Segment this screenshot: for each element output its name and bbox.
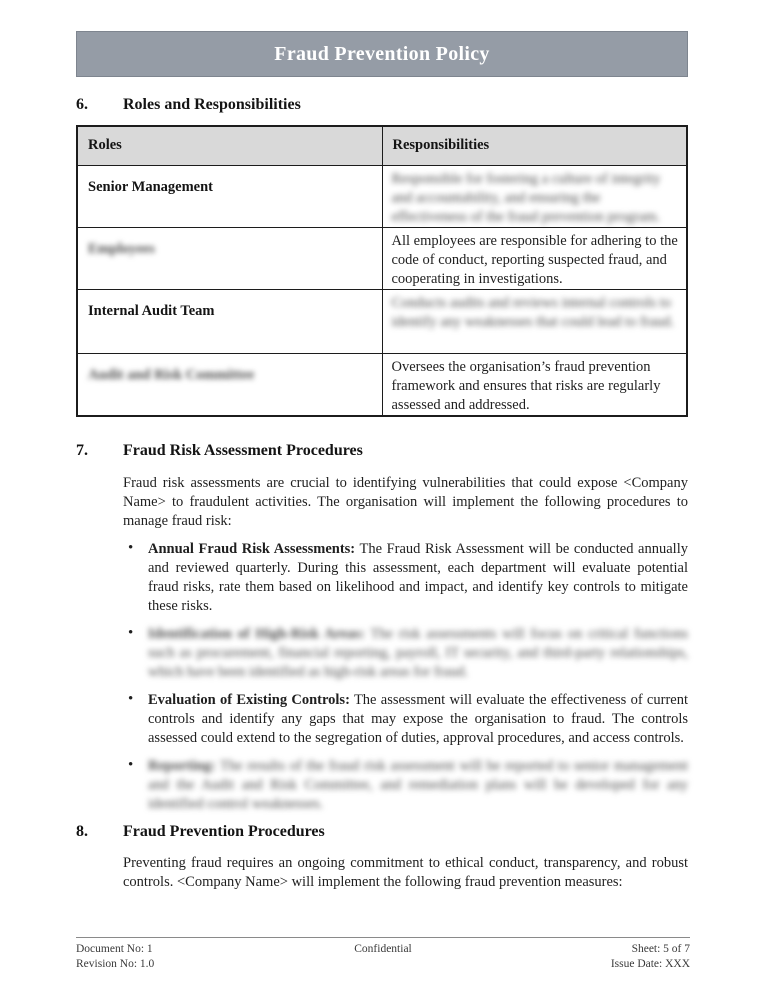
prevention-intro-paragraph: Preventing fraud requires an ongoing commitment to ethical conduct, transparency, and robust controls. <Company Name> will implement the following fraud prevention measures:: [123, 854, 688, 890]
responsibility-text-redacted: Responsible for fostering a culture of integrity and accountability, and ensuring the effectiveness of the fraud prevention program.: [391, 170, 661, 225]
bullet-item-reporting-redacted: [128, 757, 688, 814]
table-row: [77, 227, 687, 289]
responsibility-cell: [382, 353, 687, 416]
role-text: Internal Audit Team: [88, 302, 215, 319]
table-row: [77, 165, 687, 227]
role-text-redacted: Employees: [88, 240, 155, 257]
table-header-row: [77, 126, 687, 165]
bullet-item-evaluation-controls: [128, 691, 688, 748]
bullet-lead: Annual Fraud Risk Assessments:: [148, 540, 356, 557]
section-heading-risk-assessment: [76, 442, 688, 460]
role-cell: [77, 289, 382, 353]
section-number: 7.: [76, 441, 88, 459]
bullet-text: The assessment will evaluate the effectiveness of current controls and identify any gaps that may expose the organisation to fraud. The controls assessed could extend to the segregation of duties, approval procedures, and access controls.: [148, 691, 688, 746]
roles-responsibilities-table: [76, 125, 688, 417]
role-text: Senior Management: [88, 178, 213, 195]
bullet-text: The risk assessments will focus on critical functions such as procurement, financial reporting, payroll, IT security, and third-party relationships, which have been identified as high-risk areas for fraud.: [148, 625, 688, 680]
bullet-item-annual-assessments: [128, 540, 688, 616]
role-cell: [77, 227, 382, 289]
document-title: Fraud Prevention Policy: [274, 43, 490, 65]
footer-revision-no: Revision No: 1.0: [76, 957, 155, 970]
page-footer: [76, 937, 690, 971]
footer-left: [76, 942, 281, 971]
section-number: 8.: [76, 822, 88, 840]
bullet-item-high-risk-areas-redacted: [128, 625, 688, 682]
role-text-redacted: Audit and Risk Committee: [88, 366, 255, 383]
bullet-lead: Identification of High-Risk Areas:: [148, 625, 365, 642]
risk-assessment-intro-paragraph: Fraud risk assessments are crucial to identifying vulnerabilities that could expose <Company Name> to fraudulent activities. The organisation will implement the following procedures to manage fraud risk:: [123, 474, 688, 529]
responsibility-text-redacted: Conducts audits and reviews internal controls to identify any weaknesses that could lead to fraud.: [391, 294, 675, 330]
section-title: Fraud Risk Assessment Procedures: [123, 441, 363, 459]
role-cell: [77, 165, 382, 227]
bullet-text: The results of the fraud risk assessment will be reported to senior management and the Audit and Risk Committee, and remediation plans will be developed for any identified control weaknesses.: [148, 757, 688, 812]
section-title: Roles and Responsibilities: [123, 96, 301, 113]
responsibility-cell: [382, 165, 687, 227]
bullet-lead: Evaluation of Existing Controls:: [148, 691, 350, 708]
table-row: [77, 289, 687, 353]
responsibility-text: Oversees the organisation’s fraud prevention framework and ensures that risks are regularly assessed and addressed.: [391, 358, 661, 413]
footer-classification: Confidential: [354, 943, 412, 955]
table-row: [77, 353, 687, 416]
column-header-responsibilities: Responsibilities: [382, 126, 687, 165]
section-title: Fraud Prevention Procedures: [123, 822, 325, 840]
bullet-text: The Fraud Risk Assessment will be conducted annually and reviewed quarterly. During this assessment, each department will evaluate potential fraud risks, rate them based on likelihood and impact, and identify key controls to mitigate these risks.: [148, 540, 688, 614]
responsibility-text: All employees are responsible for adhering to the code of conduct, reporting suspected fraud, and cooperating in investigations.: [391, 232, 678, 287]
footer-right: [485, 942, 690, 971]
footer-document-no: Document No: 1: [76, 943, 153, 955]
section-number: 6.: [76, 96, 88, 113]
bullet-lead: Reporting:: [148, 757, 216, 774]
document-title-banner: [76, 31, 688, 77]
section-heading-roles: [76, 96, 688, 114]
section-heading-prevention: [76, 823, 688, 841]
responsibility-cell: [382, 227, 687, 289]
footer-issue-date: Issue Date: XXX: [610, 957, 691, 970]
column-header-roles: Roles: [77, 126, 382, 165]
risk-assessment-bullet-list: [76, 540, 688, 814]
role-cell: [77, 353, 382, 416]
responsibility-cell: [382, 289, 687, 353]
footer-sheet: Sheet: 5 of 7: [631, 943, 691, 955]
document-content: [76, 0, 688, 893]
